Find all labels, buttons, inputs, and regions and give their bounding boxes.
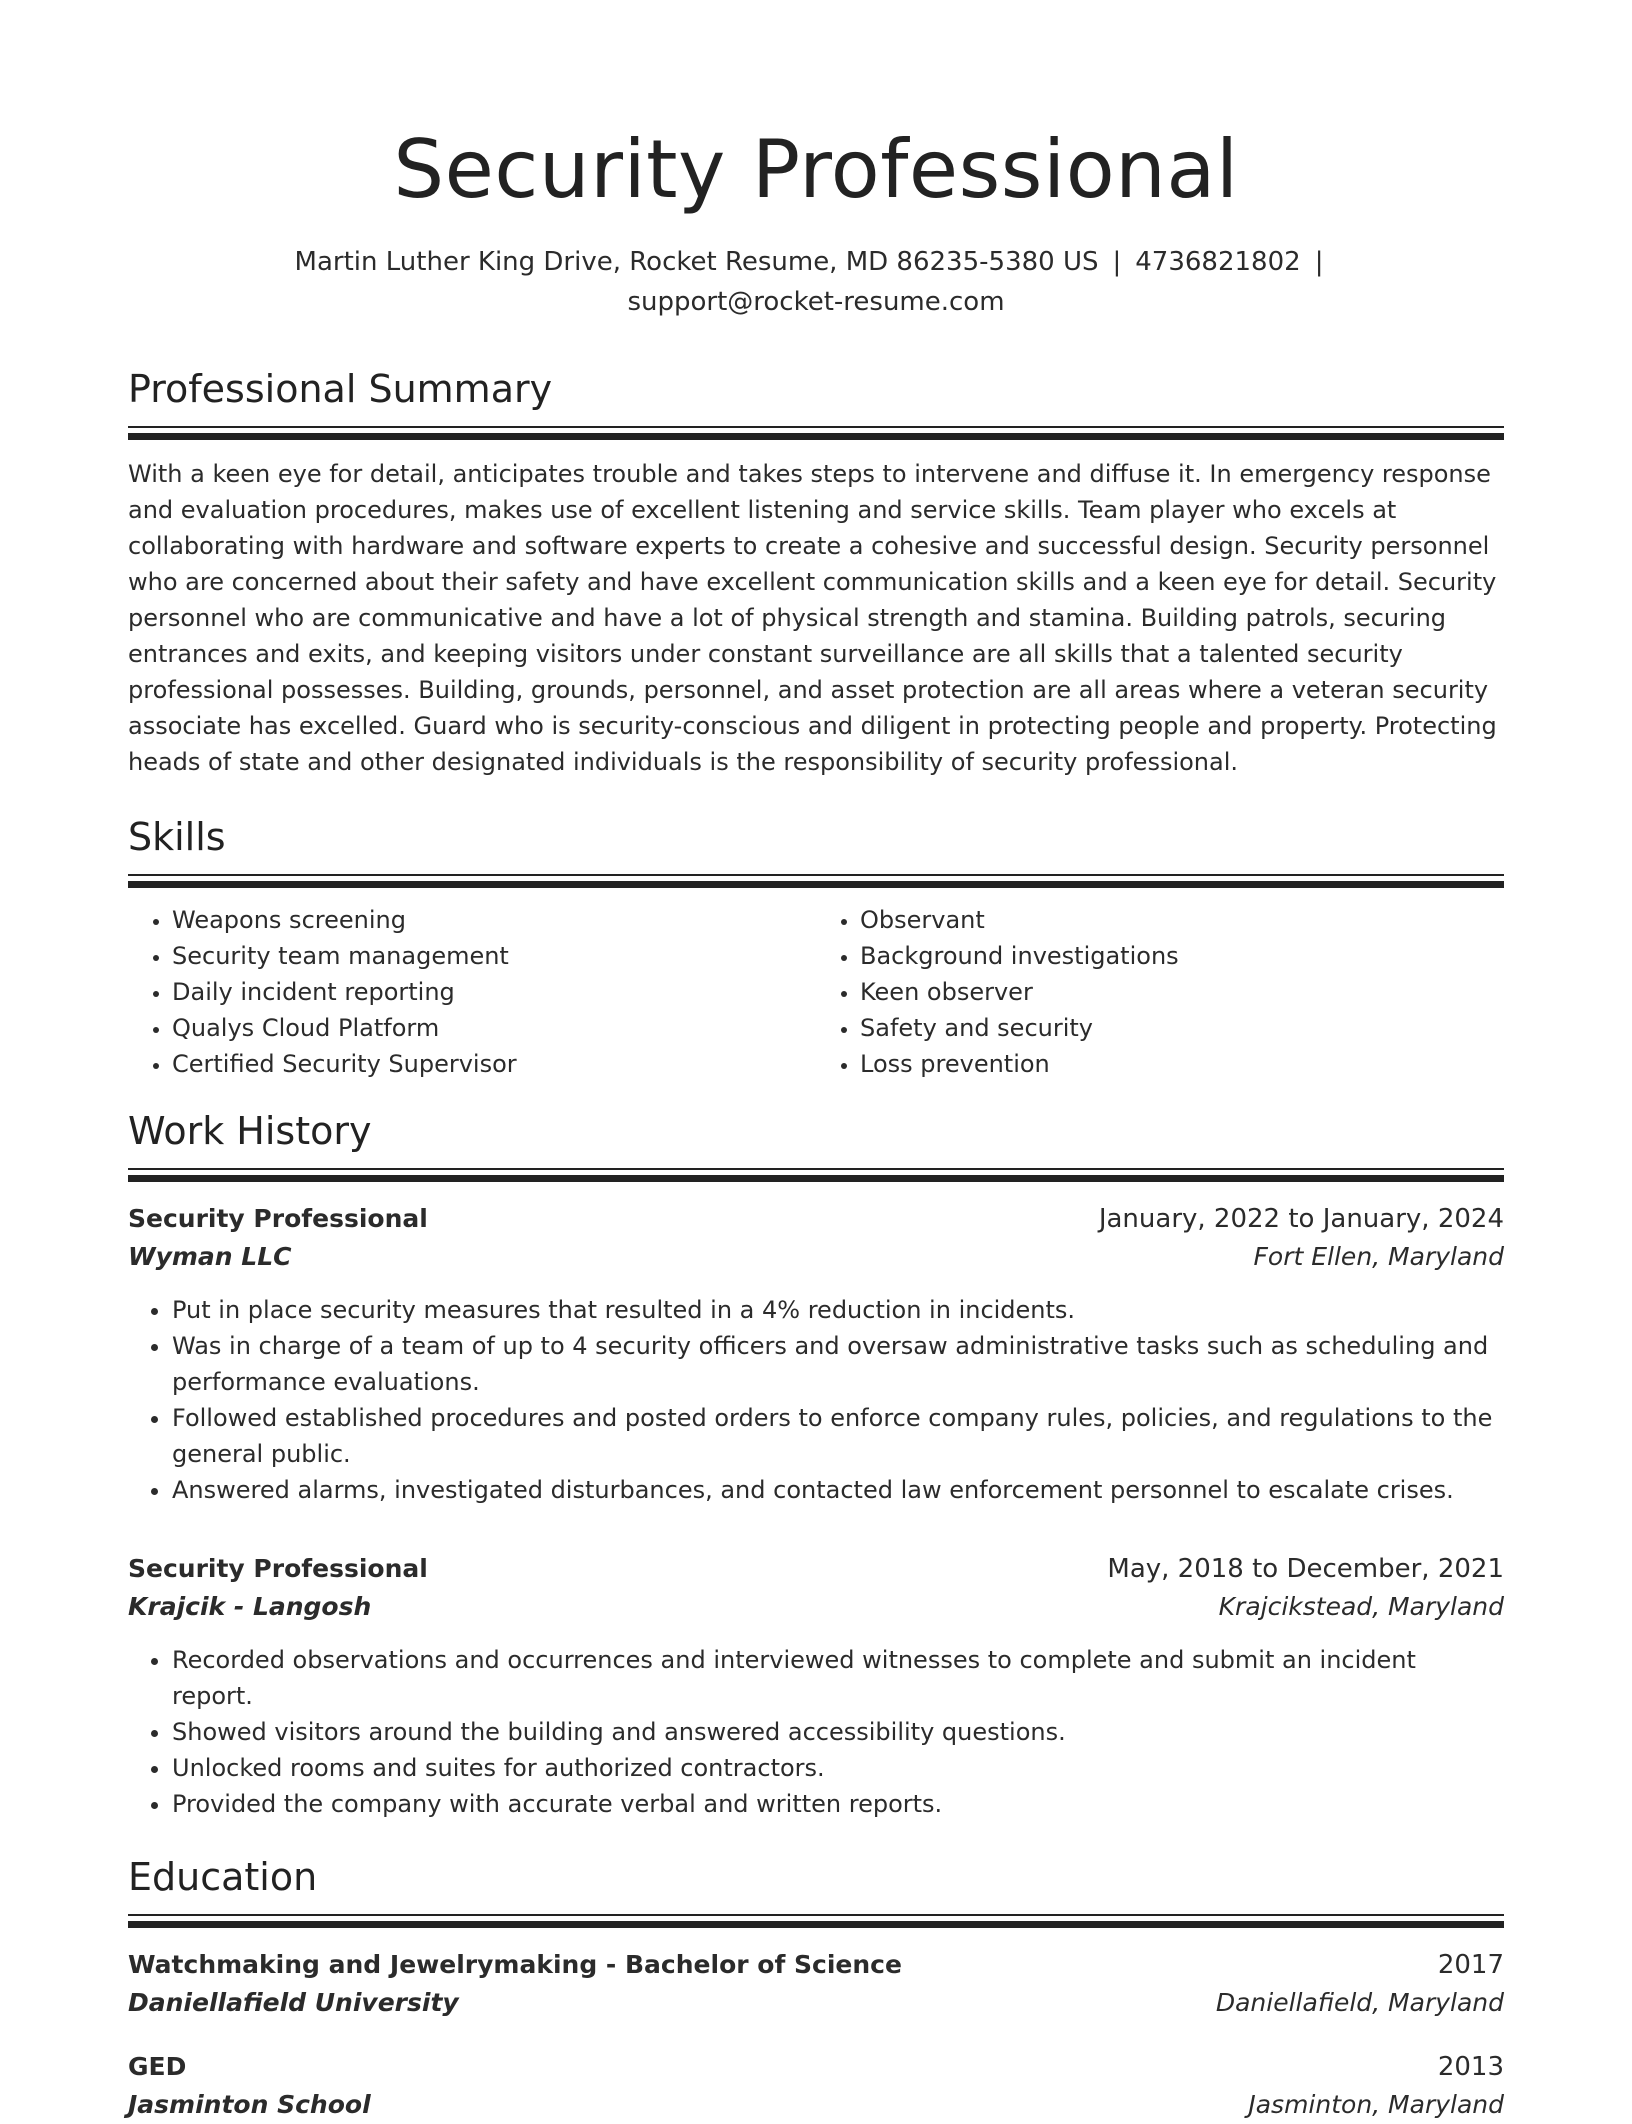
section-title: Skills <box>128 815 226 859</box>
job-bullet: • Answered alarms, investigated disturbances, and contacted law enforcement personnel to escalate crises. <box>172 1472 1504 1508</box>
skill-item: • Certified Security Supervisor <box>172 1046 816 1082</box>
contact-info <box>266 242 1366 322</box>
job-title: Security Professional <box>128 1554 428 1583</box>
section-divider <box>128 1914 1504 1928</box>
job-dates: May, 2018 to December, 2021 <box>1107 1554 1504 1584</box>
job-bullet: • Put in place security measures that resulted in a 4% reduction in incidents. <box>172 1292 1504 1328</box>
contact-address: Martin Luther King Drive, Rocket Resume, MD 86235-5380 US <box>294 247 1099 277</box>
skill-item: • Safety and security <box>860 1010 1504 1046</box>
education-year: 2017 <box>1437 1950 1504 1980</box>
education-section <box>128 1852 1504 2124</box>
skill-item: • Qualys Cloud Platform <box>172 1010 816 1046</box>
education-school: Jasminton School <box>128 2090 371 2119</box>
skill-item: • Security team management <box>172 938 816 974</box>
job-title: Security Professional <box>128 1204 428 1233</box>
section-divider <box>128 874 1504 888</box>
job-entry <box>128 1200 1504 1508</box>
section-title: Work History <box>128 1109 372 1153</box>
skill-item: • Daily incident reporting <box>172 974 816 1010</box>
job-bullet: • Unlocked rooms and suites for authorized contractors. <box>172 1750 1504 1786</box>
job-dates: January, 2022 to January, 2024 <box>1098 1204 1504 1234</box>
contact-phone: 4736821802 <box>1135 247 1301 277</box>
education-degree: Watchmaking and Jewelrymaking - Bachelor of Science <box>128 1950 902 1979</box>
section-title: Education <box>128 1855 318 1899</box>
skill-item: • Keen observer <box>860 974 1504 1010</box>
job-location: Krajcikstead, Maryland <box>1218 1592 1504 1621</box>
job-bullet: • Was in charge of a team of up to 4 security officers and oversaw administrative tasks such as scheduling and performance evaluations. <box>172 1328 1504 1400</box>
job-location: Fort Ellen, Maryland <box>1253 1242 1504 1271</box>
job-company: Krajcik - Langosh <box>128 1592 372 1621</box>
job-bullet: • Provided the company with accurate verbal and written reports. <box>172 1786 1504 1822</box>
job-bullet: • Followed established procedures and posted orders to enforce company rules, policies, and regulations to the general public. <box>172 1400 1504 1472</box>
summary-section <box>128 364 1504 780</box>
job-bullets <box>128 1642 1504 1822</box>
education-location: Jasminton, Maryland <box>1248 2090 1504 2119</box>
education-entry <box>128 1946 1504 2022</box>
skills-list <box>128 902 1504 1082</box>
resume-name: Security Professional <box>393 123 1239 216</box>
education-year: 2013 <box>1437 2052 1504 2082</box>
job-company: Wyman LLC <box>128 1242 292 1271</box>
skills-section <box>128 812 1504 1082</box>
education-entry <box>128 2048 1504 2124</box>
section-divider <box>128 1168 1504 1182</box>
skill-item: • Weapons screening <box>172 902 816 938</box>
skill-item: • Loss prevention <box>860 1046 1504 1082</box>
skill-item: • Observant <box>860 902 1504 938</box>
contact-separator: | <box>1112 247 1122 277</box>
summary-text: With a keen eye for detail, anticipates trouble and takes steps to intervene and diffuse it. In emergency response and evaluation procedures, makes use of excellent listening and service skills. Team player who excels at collaborating with hardware and software experts to create a cohesive and successful design. Security personnel who are concerned about their safety and have excellent communication skills and a keen eye for detail. Security personnel who are communicative and have a lot of physical strength and stamina. Building patrols, securing entrances and exits, and keeping visitors under constant surveillance are all skills that a talented security professional possesses. Building, grounds, personnel, and asset protection are all areas where a veteran security associate has excelled. Guard who is security-conscious and diligent in protecting people and property. Protecting heads of state and other designated individuals is the responsibility of security professional. <box>128 460 1497 776</box>
contact-email: support@rocket-resume.com <box>627 287 1005 317</box>
education-school: Daniellafield University <box>128 1988 459 2017</box>
job-bullet: • Showed visitors around the building and answered accessibility questions. <box>172 1714 1504 1750</box>
contact-separator: | <box>1314 247 1324 277</box>
job-bullets <box>128 1292 1504 1508</box>
job-bullet: • Recorded observations and occurrences and interviewed witnesses to complete and submit an incident report. <box>172 1642 1504 1714</box>
work-history-section <box>128 1106 1504 1822</box>
skill-item: • Background investigations <box>860 938 1504 974</box>
job-entry <box>128 1550 1504 1822</box>
section-divider <box>128 426 1504 440</box>
education-degree: GED <box>128 2052 187 2081</box>
section-title: Professional Summary <box>128 367 553 411</box>
skills-column-right <box>816 902 1504 1082</box>
skills-column-left <box>128 902 816 1082</box>
education-location: Daniellafield, Maryland <box>1215 1988 1504 2017</box>
